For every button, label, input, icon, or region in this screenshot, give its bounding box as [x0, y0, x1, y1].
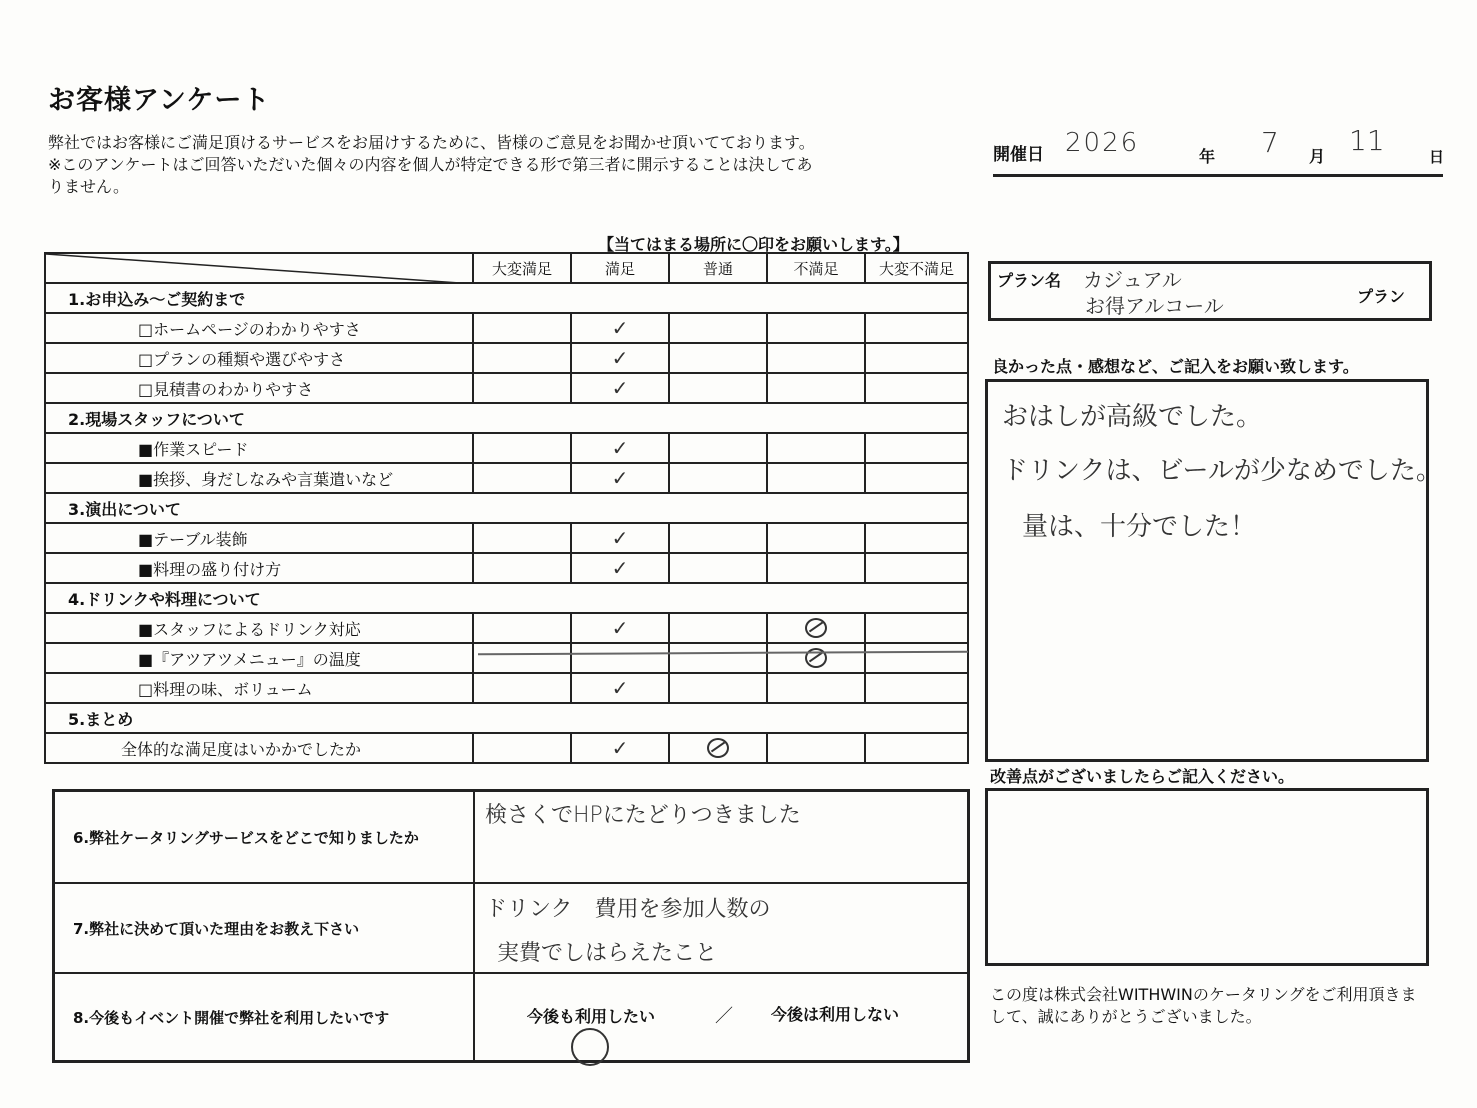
- good-points-label: 良かった点・感想など、ご記入をお願い致します。: [992, 357, 1359, 376]
- improvement-box[interactable]: [985, 788, 1429, 966]
- rating-cell[interactable]: [767, 373, 865, 403]
- handwritten-comment: 量は、十分でした！: [1022, 512, 1257, 542]
- rating-cell[interactable]: [571, 313, 669, 343]
- rating-cell[interactable]: [865, 313, 968, 343]
- rating-row: [45, 673, 968, 703]
- question-label: 8.今後もイベント開催で弊社を利用したいです: [55, 974, 475, 1060]
- intro-line: 弊社ではお客様にご満足頂けるサービスをお届けするために、皆様のご意見をお聞かせ頂いてております。: [48, 133, 815, 152]
- rating-item-label: □料理の味、ボリューム: [45, 673, 473, 703]
- rating-cell[interactable]: [767, 523, 865, 553]
- intro-text: [48, 132, 968, 198]
- diagonal-header-cell: [45, 253, 473, 283]
- rating-cell[interactable]: [865, 373, 968, 403]
- rating-cell[interactable]: [865, 733, 968, 763]
- section-row: [45, 283, 968, 313]
- rating-cell[interactable]: [473, 553, 571, 583]
- rating-item-label: ■スタッフによるドリンク対応: [45, 613, 473, 643]
- rating-cell[interactable]: [767, 433, 865, 463]
- rating-cell[interactable]: [865, 613, 968, 643]
- question-label: 6.弊社ケータリングサービスをどこで知りましたか: [55, 792, 475, 882]
- option-no[interactable]: 今後は利用しない: [771, 1005, 900, 1024]
- rating-cell[interactable]: [767, 553, 865, 583]
- handwritten-comment: ドリンクは、ビールが少なめでした。: [1002, 456, 1442, 486]
- question-row-8: [55, 974, 967, 1060]
- rating-cell[interactable]: [767, 673, 865, 703]
- plan-label: プラン名: [997, 271, 1062, 290]
- date-month-value[interactable]: 7: [1261, 126, 1279, 159]
- handwritten-comment: おはしが高級でした。: [1002, 402, 1263, 432]
- check-mark: ✓: [611, 466, 629, 490]
- date-year-unit: 年: [1199, 147, 1216, 166]
- check-mark: ✓: [611, 346, 629, 370]
- rating-cell[interactable]: [571, 373, 669, 403]
- rating-cell[interactable]: [473, 463, 571, 493]
- check-mark: ✓: [611, 556, 629, 580]
- rating-cell[interactable]: [767, 313, 865, 343]
- question-row-6: [55, 792, 967, 884]
- column-header: 普通: [669, 253, 767, 283]
- rating-item-label: □見積書のわかりやすさ: [45, 373, 473, 403]
- rating-table: [44, 252, 969, 764]
- rating-cell[interactable]: [571, 433, 669, 463]
- rating-item-label: 全体的な満足度はいかかでしたか: [45, 733, 473, 763]
- rating-cell[interactable]: [571, 463, 669, 493]
- section-row: [45, 493, 968, 523]
- rating-cell[interactable]: [669, 433, 767, 463]
- date-year-value[interactable]: 2026: [1065, 128, 1140, 158]
- rating-row: [45, 643, 968, 673]
- rating-item-label: ■挨拶、身だしなみや言葉遣いなど: [45, 463, 473, 493]
- rating-row: [45, 343, 968, 373]
- rating-item-label: □プランの種類や選びやすさ: [45, 343, 473, 373]
- rating-cell[interactable]: [669, 343, 767, 373]
- rating-cell[interactable]: [571, 613, 669, 643]
- scribbled-circle-mark: [707, 738, 729, 758]
- section-fill: [473, 283, 968, 313]
- event-date: [993, 124, 1445, 177]
- rating-cell[interactable]: [865, 463, 968, 493]
- rating-cell[interactable]: [473, 373, 571, 403]
- rating-cell[interactable]: [571, 673, 669, 703]
- option-yes[interactable]: 今後も利用したい: [527, 1007, 656, 1026]
- date-label: 開催日: [993, 145, 1044, 165]
- section-fill: [473, 583, 968, 613]
- rating-row: [45, 613, 968, 643]
- rating-cell[interactable]: [669, 733, 767, 763]
- rating-cell[interactable]: [767, 343, 865, 373]
- section-row: [45, 703, 968, 733]
- scribbled-circle-mark: [805, 618, 827, 638]
- rating-cell[interactable]: [865, 643, 968, 673]
- rating-cell[interactable]: [669, 313, 767, 343]
- answer-cell-8: [475, 974, 967, 1060]
- column-header: 不満足: [767, 253, 865, 283]
- rating-row: [45, 373, 968, 403]
- rating-cell[interactable]: [473, 643, 571, 673]
- rating-item-label: □ホームページのわかりやすさ: [45, 313, 473, 343]
- plan-box[interactable]: [988, 261, 1432, 321]
- date-day-unit: 日: [1429, 148, 1445, 166]
- date-day-value[interactable]: 11: [1349, 124, 1385, 157]
- answer-cell-6[interactable]: [475, 792, 967, 882]
- rating-cell[interactable]: [669, 523, 767, 553]
- date-month-unit: 月: [1309, 147, 1326, 166]
- answer-text: 検さくでHPにたどりつきました: [485, 803, 801, 828]
- rating-cell[interactable]: [473, 343, 571, 373]
- rating-cell[interactable]: [767, 733, 865, 763]
- column-header: 満足: [571, 253, 669, 283]
- rating-row: [45, 433, 968, 463]
- intro-line: ※このアンケートはご回答いただいた個々の内容を個人が特定できる形で第三者に開示することは決してあ: [48, 155, 813, 174]
- diagonal-line: [46, 254, 474, 284]
- section-title: 1.お申込み～ご契約まで: [45, 283, 473, 313]
- rating-item-label: ■『アツアツメニュー』の温度: [45, 643, 473, 673]
- instruction: 【当てはまる場所に〇印をお願いします。】: [598, 235, 909, 254]
- rating-cell[interactable]: [473, 523, 571, 553]
- section-title: 5.まとめ: [45, 703, 473, 733]
- section-fill: [473, 703, 968, 733]
- check-mark: ✓: [611, 526, 629, 550]
- rating-cell[interactable]: [669, 673, 767, 703]
- question-row-7: [55, 884, 967, 974]
- column-header: 大変不満足: [865, 253, 968, 283]
- check-mark: ✓: [611, 676, 629, 700]
- rating-cell[interactable]: [473, 313, 571, 343]
- rating-cell[interactable]: [571, 553, 669, 583]
- rating-cell[interactable]: [865, 553, 968, 583]
- section-row: [45, 583, 968, 613]
- good-points-box[interactable]: [985, 379, 1442, 762]
- rating-cell[interactable]: [473, 733, 571, 763]
- rating-row: [45, 553, 968, 583]
- option-separator: ／: [715, 1006, 733, 1027]
- rating-cell[interactable]: [669, 613, 767, 643]
- rating-cell[interactable]: [571, 643, 669, 673]
- rating-row: [45, 313, 968, 343]
- improvement-label: 改善点がございましたらご記入ください。: [990, 767, 1295, 786]
- page-title: お客様アンケート: [48, 85, 271, 116]
- intro-line: りません。: [48, 177, 129, 196]
- rating-cell[interactable]: [865, 523, 968, 553]
- rating-cell[interactable]: [473, 433, 571, 463]
- selected-circle-mark: [571, 1028, 609, 1066]
- rating-cell[interactable]: [669, 463, 767, 493]
- rating-header-row: [45, 253, 968, 283]
- section-title: 3.演出について: [45, 493, 473, 523]
- rating-cell[interactable]: [767, 463, 865, 493]
- plan-value: カジュアル: [1083, 268, 1182, 292]
- section-fill: [473, 493, 968, 523]
- rating-cell[interactable]: [473, 673, 571, 703]
- rating-row: [45, 463, 968, 493]
- rating-cell[interactable]: [865, 433, 968, 463]
- rating-cell[interactable]: [669, 553, 767, 583]
- check-mark: ✓: [611, 616, 629, 640]
- rating-item-label: ■テーブル装飾: [45, 523, 473, 553]
- rating-cell[interactable]: [669, 643, 767, 673]
- rating-row: [45, 733, 968, 763]
- plan-value: お得アルコール: [1085, 294, 1224, 318]
- thanks-message: この度は株式会社WITHWINのケータリングをご利用頂きまして、誠にありがとうございました。: [990, 985, 1417, 1026]
- answer-text: ドリンク 費用を参加人数の: [485, 897, 771, 922]
- rating-row: [45, 523, 968, 553]
- question-label: 7.弊社に決めて頂いた理由をお教え下さい: [55, 884, 475, 972]
- answer-text: 実費でしはらえたこと: [497, 941, 718, 966]
- rating-cell[interactable]: [571, 733, 669, 763]
- rating-cell[interactable]: [473, 613, 571, 643]
- check-mark: ✓: [611, 736, 629, 760]
- rating-cell[interactable]: [767, 613, 865, 643]
- section-fill: [473, 403, 968, 433]
- rating-cell[interactable]: [865, 673, 968, 703]
- section-title: 4.ドリンクや料理について: [45, 583, 473, 613]
- check-mark: ✓: [611, 376, 629, 400]
- section-row: [45, 403, 968, 433]
- column-header: 大変満足: [473, 253, 571, 283]
- rating-cell[interactable]: [767, 643, 865, 673]
- check-mark: ✓: [611, 316, 629, 340]
- answer-cell-7[interactable]: [475, 884, 967, 972]
- question-table: [52, 789, 970, 1063]
- rating-item-label: ■作業スピード: [45, 433, 473, 463]
- rating-cell[interactable]: [865, 343, 968, 373]
- rating-cell[interactable]: [571, 343, 669, 373]
- rating-item-label: ■料理の盛り付け方: [45, 553, 473, 583]
- check-mark: ✓: [611, 436, 629, 460]
- section-title: 2.現場スタッフについて: [45, 403, 473, 433]
- rating-cell[interactable]: [571, 523, 669, 553]
- rating-cell[interactable]: [669, 373, 767, 403]
- plan-suffix: プラン: [1357, 287, 1406, 306]
